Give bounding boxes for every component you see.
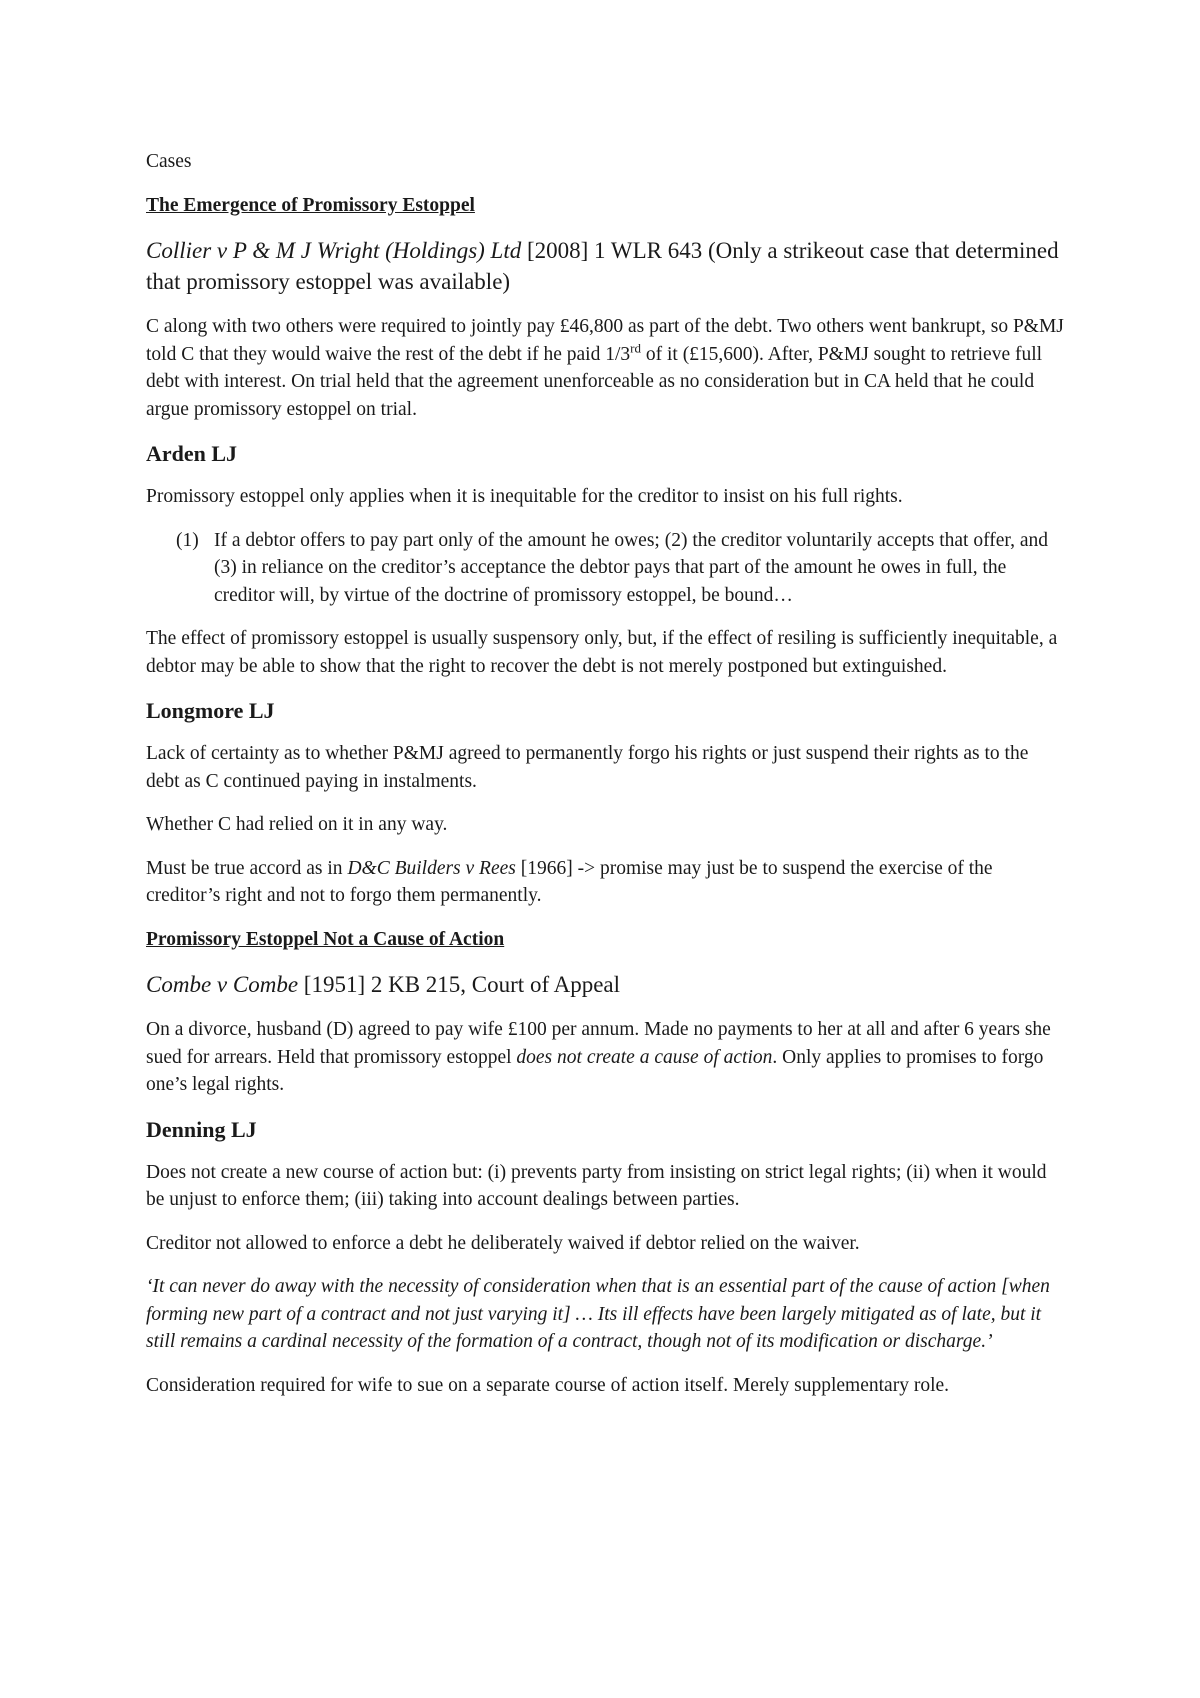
- section-heading-not-cause: Promissory Estoppel Not a Cause of Action: [146, 928, 505, 950]
- combe-facts-post: . Only applies to promises to forgo one’s legal rights.: [146, 1046, 1044, 1095]
- longmore-paragraph-1: Lack of certainty as to whether P&MJ agreed to permanently forgo his rights or just suspend their rights as to the debt as C continued paying in instalments.: [146, 743, 1029, 792]
- case-cite-collier: [2008] 1 WLR 643 (Only a strikeout case that determined that promissory estoppel was available): [146, 238, 1059, 294]
- ordinal-superscript: rd: [630, 340, 641, 355]
- list-number: (1): [176, 529, 199, 551]
- case-name-dc-builders: D&C Builders v Rees: [347, 857, 516, 879]
- list-text: If a debtor offers to pay part only of the amount he owes; (2) the creditor voluntarily accepts that offer, and (3) in reliance on the creditor’s acceptance the debtor pays that part of the amount he owes in full, the creditor will, by virtue of the doctrine of promissory estoppel, be bound…: [214, 529, 1049, 606]
- combe-facts-emphasis: does not create a cause of action: [516, 1046, 773, 1068]
- case-citation-combe: [146, 969, 1066, 1000]
- denning-quote-text: ‘It can never do away with the necessity of consideration when that is an essential part of the cause of action [when forming new part of a contract and not just varying it] … Its ill effects have been largely mitigated as of late, but it still remains a cardinal necessity of the formation of a contract, though not of its modification or discharge.’: [146, 1276, 1050, 1352]
- document-label: Cases: [146, 151, 192, 172]
- case-name-collier: Collier v P & M J Wright (Holdings) Ltd: [146, 238, 522, 263]
- denning-paragraph-2: Creditor not allowed to enforce a debt he deliberately waived if debtor relied on the waiver.: [146, 1232, 860, 1254]
- longmore-paragraph-2: Whether C had relied on it in any way.: [146, 814, 448, 835]
- case-facts-collier: [146, 313, 1066, 423]
- denning-paragraph-3: Consideration required for wife to sue on a separate course of action itself. Merely supplementary role.: [146, 1374, 950, 1396]
- case-cite-combe: [1951] 2 KB 215, Court of Appeal: [298, 972, 620, 997]
- case-citation-collier: [146, 235, 1066, 297]
- document-page: [146, 148, 1066, 1415]
- numbered-list-item: [146, 527, 1066, 610]
- case-name-combe: Combe v Combe: [146, 972, 299, 997]
- judge-heading-denning: Denning LJ: [146, 1116, 257, 1142]
- denning-paragraph-1: Does not create a new course of action but: (i) prevents party from insisting on strict legal rights; (ii) when it would be unjust to enforce them; (iii) taking into account dealings between parties.: [146, 1161, 1047, 1210]
- denning-quote: [146, 1273, 1066, 1356]
- combe-facts-pre: On a divorce, husband (D) agreed to pay wife £100 per annum. Made no payments to her at all and after 6 years she sued for arrears. Held that promissory estoppel: [146, 1019, 1051, 1068]
- judge-heading-longmore: Longmore LJ: [146, 698, 275, 723]
- arden-paragraph-2: The effect of promissory estoppel is usually suspensory only, but, if the effect of resiling is sufficiently inequitable, a debtor may be able to show that the right to recover the debt is not merely postponed but extinguished.: [146, 628, 1058, 677]
- arden-paragraph-1: Promissory estoppel only applies when it is inequitable for the creditor to insist on his full rights.: [146, 486, 903, 507]
- p3-pre: Must be true accord as in: [146, 857, 348, 879]
- facts-text-part1: C along with two others were required to jointly pay £46,800 as part of the debt. Two others went bankrupt, so P&MJ told C that they would waive the rest of the debt if he paid 1/3: [146, 316, 1064, 365]
- p3-post: [1966] -> promise may just be to suspend the exercise of the creditor’s right and not to forgo them permanently.: [146, 857, 993, 906]
- judge-heading-arden: Arden LJ: [146, 441, 238, 466]
- case-facts-combe: [146, 1016, 1066, 1099]
- section-heading-emergence: The Emergence of Promissory Estoppel: [146, 194, 475, 216]
- facts-text-part2: of it (£15,600). After, P&MJ sought to retrieve full debt with interest. On trial held that the agreement unenforceable as no consideration but in CA held that he could argue promissory estoppel on trial.: [146, 343, 1043, 420]
- longmore-paragraph-3: [146, 855, 1066, 910]
